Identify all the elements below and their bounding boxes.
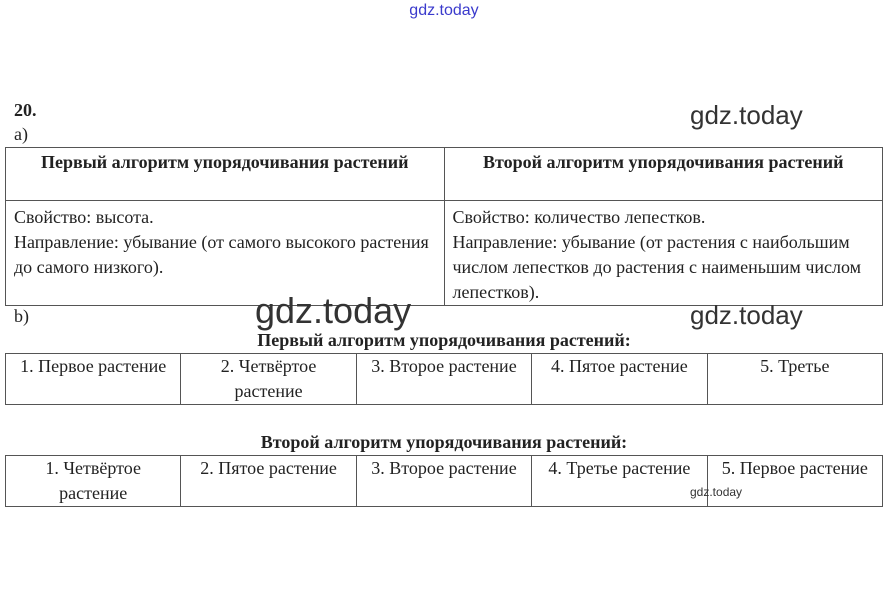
watermark-center: gdz.today bbox=[255, 290, 412, 331]
task-number: 20. bbox=[14, 100, 37, 120]
first-property: Свойство: высота. bbox=[14, 207, 154, 227]
second-algorithm-header: Второй алгоритм упорядочивания растений bbox=[444, 148, 883, 201]
second-sequence-table bbox=[5, 455, 883, 507]
second-property: Свойство: количество лепестков. bbox=[452, 207, 706, 227]
sequence-cell: 5. Третье bbox=[707, 354, 882, 405]
first-direction: Направление: убывание (от самого высокого растения до самого низкого). bbox=[14, 232, 429, 277]
sequence-cell: 2. Пятое растение bbox=[181, 456, 356, 507]
watermark-small: gdz.today bbox=[690, 485, 743, 499]
sequence-cell: 3. Второе растение bbox=[356, 456, 531, 507]
first-sequence-title: Первый алгоритм упорядочивания растений: bbox=[257, 330, 631, 350]
sequence-cell: 2. Четвёртое растение bbox=[181, 354, 356, 405]
watermark-right-1: gdz.today bbox=[690, 100, 803, 130]
second-algorithm-cell bbox=[444, 201, 883, 306]
part-b-label: b) bbox=[14, 306, 29, 326]
watermark-top: gdz.today bbox=[409, 2, 479, 19]
sequence-cell: 4. Третье растение bbox=[532, 456, 707, 507]
second-direction: Направление: убывание (от растения с наибольшим числом лепестков до растения с наименьшим числом лепестков). bbox=[452, 232, 862, 302]
watermark-right-2: gdz.today bbox=[690, 300, 803, 330]
sequence-cell: 1. Четвёртое растение bbox=[6, 456, 181, 507]
sequence-cell: 4. Пятое растение bbox=[532, 354, 707, 405]
first-sequence-table bbox=[5, 353, 883, 405]
sequence-cell: 5. Первое растение bbox=[707, 456, 882, 507]
second-sequence-title: Второй алгоритм упорядочивания растений: bbox=[260, 432, 628, 452]
part-a-table bbox=[5, 147, 883, 306]
part-a-label: a) bbox=[14, 124, 28, 144]
first-algorithm-header: Первый алгоритм упорядочивания растений bbox=[6, 148, 445, 201]
sequence-cell: 3. Второе растение bbox=[356, 354, 531, 405]
sequence-cell: 1. Первое растение bbox=[6, 354, 181, 405]
